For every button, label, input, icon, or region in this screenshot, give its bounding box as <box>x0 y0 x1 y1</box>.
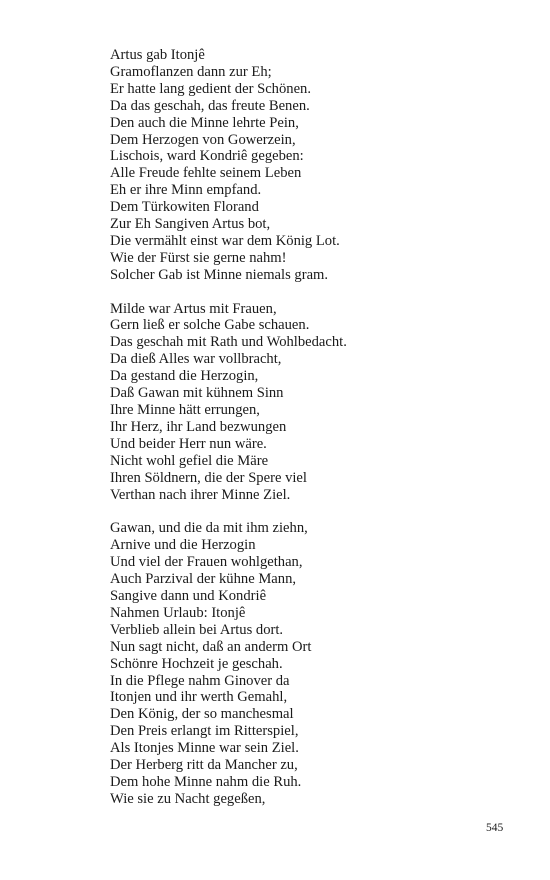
verse-line: Zur Eh Sangiven Artus bot, <box>110 216 271 233</box>
verse-line: Milde war Artus mit Frauen, <box>110 300 277 317</box>
verse-line: Nicht wohl gefiel die Märe <box>110 452 269 469</box>
verse-line: Den Preis erlangt im Ritterspiel, <box>110 723 299 740</box>
verse-line: Daß Gawan mit kühnem Sinn <box>110 385 284 402</box>
stanza <box>110 47 530 284</box>
verse-line: Er hatte lang gedient der Schönen. <box>110 80 311 97</box>
verse-line: Alle Freude fehlte seinem Leben <box>110 165 302 182</box>
verse-line: Dem Herzogen von Gowerzein, <box>110 131 296 148</box>
verse-line: Ihre Minne hätt errungen, <box>110 402 260 419</box>
verse-line: Als Itonjes Minne war sein Ziel. <box>110 740 299 757</box>
page-number: 545 <box>486 822 504 834</box>
verse-line: Auch Parzival der kühne Mann, <box>110 571 297 588</box>
verse-line: Gawan, und die da mit ihm ziehn, <box>110 520 308 537</box>
verse-line: Dem Türkowiten Florand <box>110 199 259 216</box>
verse-line: Nun sagt nicht, daß an anderm Ort <box>110 638 312 655</box>
verse-line: Lischois, ward Kondriê gegeben: <box>110 148 304 165</box>
verse-line: Verblieb allein bei Artus dort. <box>110 621 284 638</box>
verse-line: Eh er ihre Minn empfand. <box>110 182 262 199</box>
verse-line: Nahmen Urlaub: Itonjê <box>110 604 246 621</box>
verse-line: Den König, der so manchesmal <box>110 706 294 723</box>
verse-line: Den auch die Minne lehrte Pein, <box>110 114 299 131</box>
verse-line: Verthan nach ihrer Minne Ziel. <box>110 486 291 503</box>
stanza <box>110 301 530 504</box>
verse-line: Itonjen und ihr werth Gemahl, <box>110 689 288 706</box>
verse-line: Sangive dann und Kondriê <box>110 587 267 604</box>
verse-line: Ihren Söldnern, die der Spere viel <box>110 469 307 486</box>
verse-line: Und beider Herr nun wäre. <box>110 435 267 452</box>
verse-line: Wie der Fürst sie gerne nahm! <box>110 249 287 266</box>
verse-line: Gramoflanzen dann zur Eh; <box>110 63 272 80</box>
verse-line: Da dieß Alles war vollbracht, <box>110 351 282 368</box>
verse-line: Die vermählt einst war dem König Lot. <box>110 232 340 249</box>
verse-line: Ihr Herz, ihr Land bezwungen <box>110 418 287 435</box>
poem-text <box>110 47 530 808</box>
verse-line: Und viel der Frauen wohlgethan, <box>110 554 303 571</box>
verse-line: In die Pflege nahm Ginover da <box>110 672 290 689</box>
verse-line: Solcher Gab ist Minne niemals gram. <box>110 266 329 283</box>
verse-line: Der Herberg ritt da Mancher zu, <box>110 757 298 774</box>
verse-line: Artus gab Itonjê <box>110 47 205 63</box>
verse-line: Gern ließ er solche Gabe schauen. <box>110 317 310 334</box>
stanza <box>110 520 530 807</box>
verse-line: Schönre Hochzeit je geschah. <box>110 655 283 672</box>
verse-line: Da das geschah, das freute Benen. <box>110 97 310 114</box>
verse-line: Da gestand die Herzogin, <box>110 368 259 385</box>
verse-line: Wie sie zu Nacht gegeßen, <box>110 790 266 807</box>
verse-line: Das geschah mit Rath und Wohlbedacht. <box>110 334 347 351</box>
verse-line: Dem hohe Minne nahm die Ruh. <box>110 773 302 790</box>
verse-line: Arnive und die Herzogin <box>110 537 256 554</box>
